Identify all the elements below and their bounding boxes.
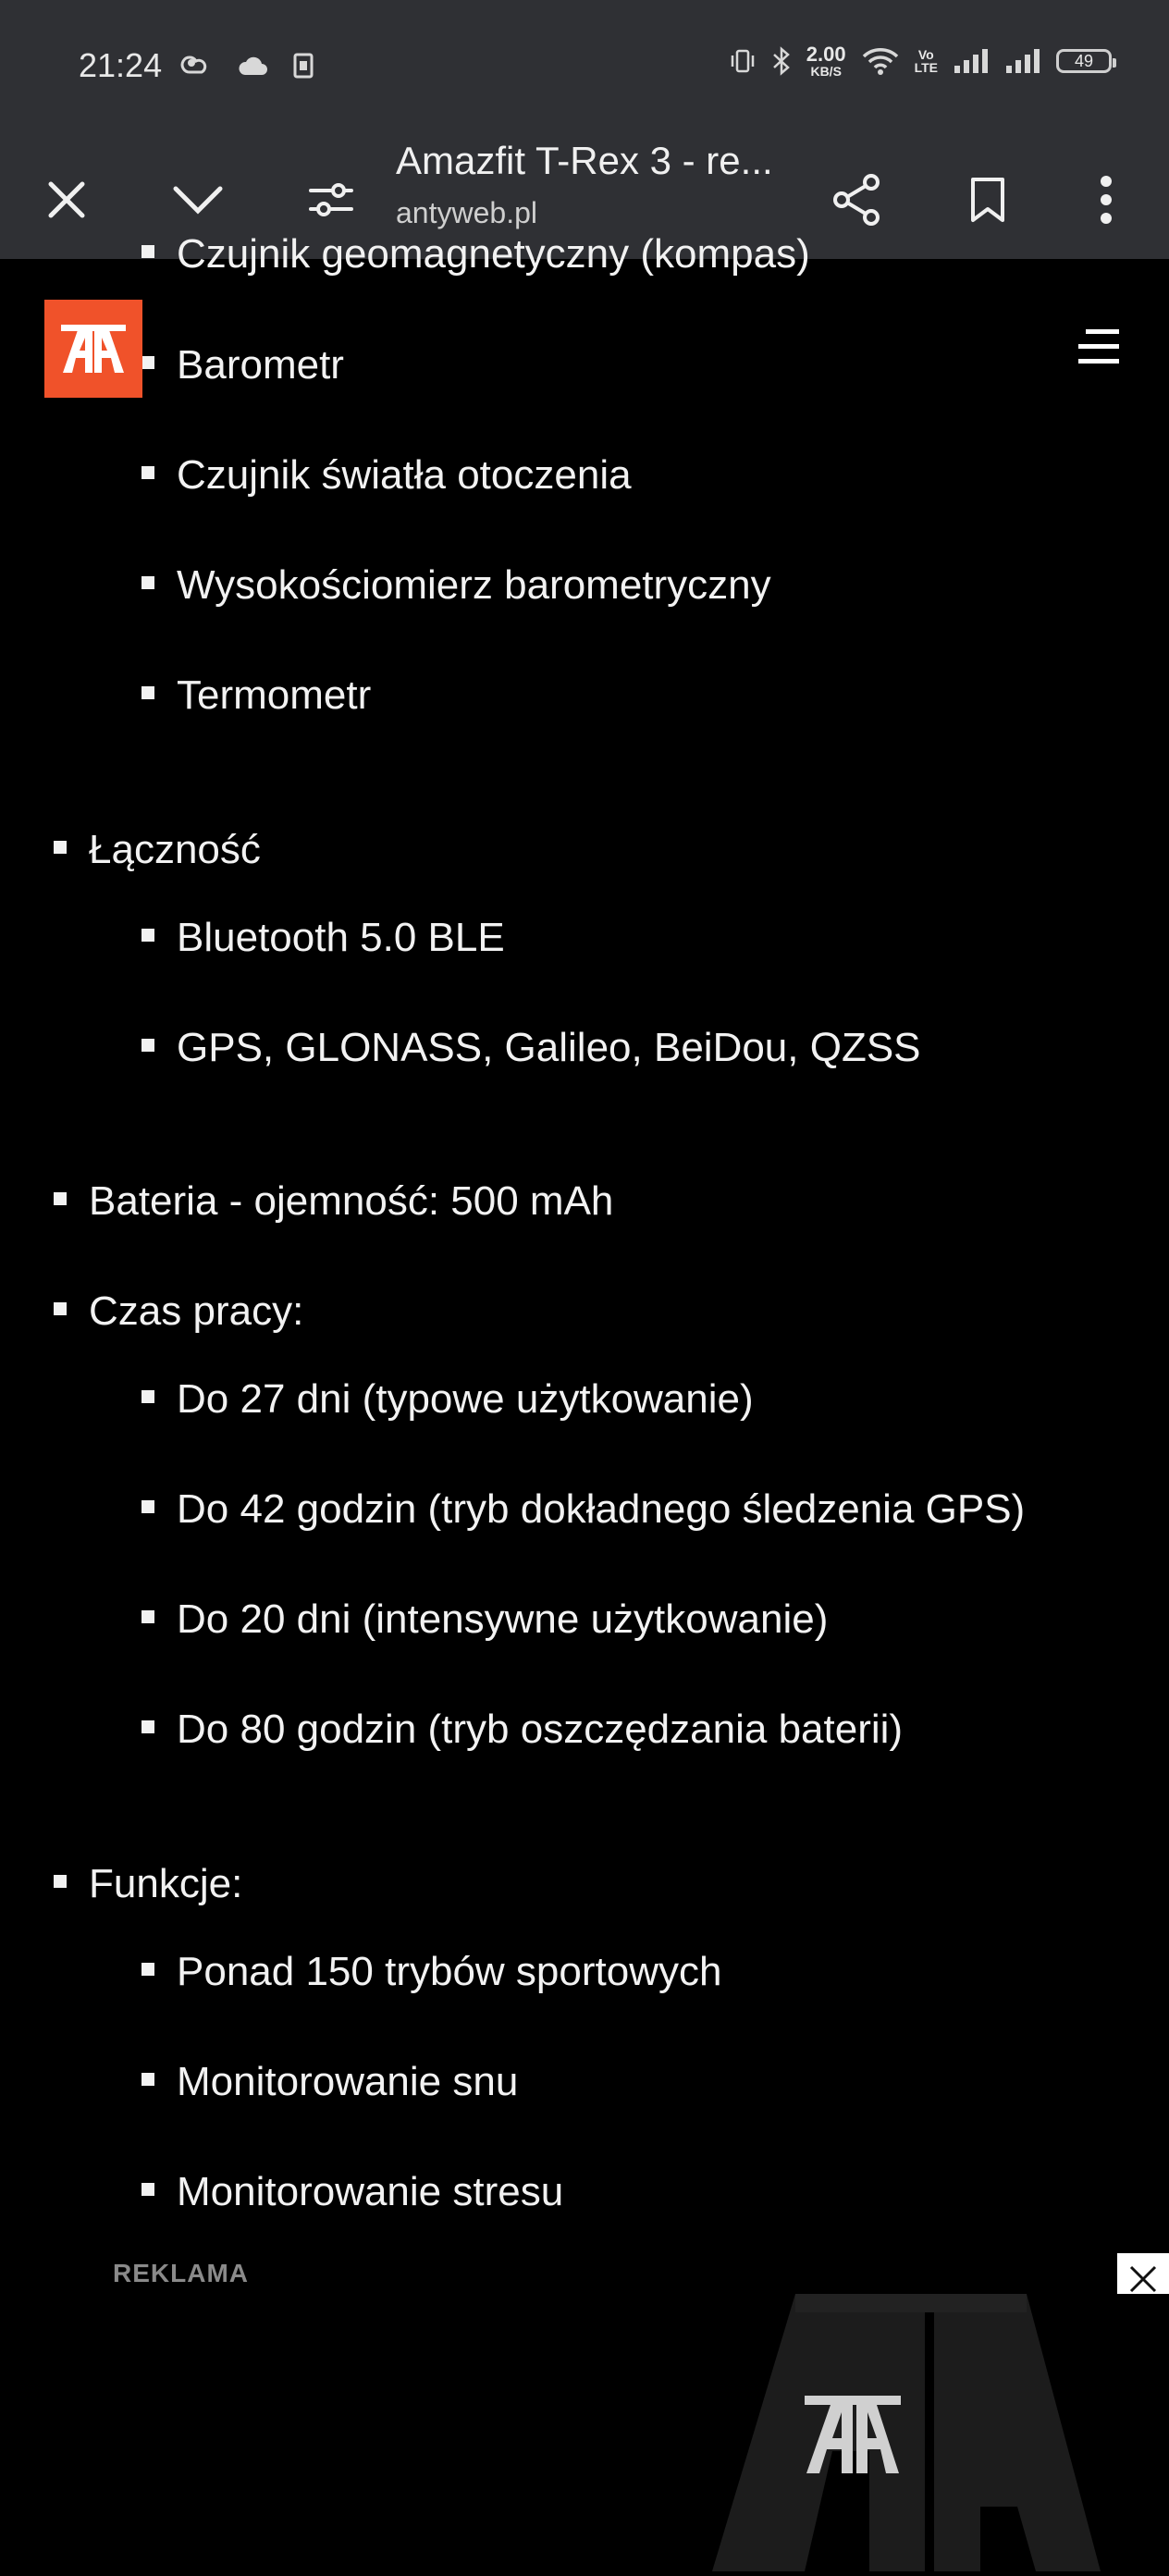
bullet xyxy=(142,2073,154,2086)
share-button[interactable] xyxy=(819,163,893,237)
site-settings-icon xyxy=(307,179,355,220)
bluetooth-icon xyxy=(771,46,792,76)
ad-logo-watermark xyxy=(0,2294,1169,2571)
list-item: Termometr xyxy=(177,672,371,719)
bullet xyxy=(142,1390,154,1403)
list-item: Bluetooth 5.0 BLE xyxy=(177,915,505,961)
list-item: Monitorowanie snu xyxy=(177,2059,518,2105)
list-item: Bateria - ojemność: 500 mAh xyxy=(89,1178,613,1225)
close-tab-button[interactable] xyxy=(30,163,104,237)
list-item: Do 42 godzin (tryb dokładnego śledzenia GPS) xyxy=(177,1486,1025,1533)
list-item: Wysokościomierz barometryczny xyxy=(177,562,771,609)
list-item: Funkcje: xyxy=(89,1861,242,1907)
bullet xyxy=(54,1875,67,1888)
bullet xyxy=(142,576,154,589)
bullet xyxy=(142,686,154,699)
net-speed: 2.00 KB/S xyxy=(806,43,846,79)
list-item: Łączność xyxy=(89,827,261,873)
vibrate-icon xyxy=(729,47,757,75)
site-logo[interactable] xyxy=(44,300,142,398)
bullet xyxy=(142,1720,154,1733)
bookmark-icon xyxy=(969,176,1006,224)
ad-label: REKLAMA xyxy=(113,2259,249,2287)
list-item: Do 20 dni (intensywne użytkowanie) xyxy=(177,1596,828,1643)
bullet xyxy=(142,245,154,258)
bullet xyxy=(54,1302,67,1315)
minimize-button[interactable] xyxy=(161,163,235,237)
page-title[interactable]: Amazfit T-Rex 3 - re... xyxy=(396,139,773,182)
more-options-button[interactable] xyxy=(1069,163,1143,237)
list-item: Do 80 godzin (tryb oszczędzania baterii) xyxy=(177,1707,903,1753)
page-url[interactable]: antyweb.pl xyxy=(396,196,537,229)
ad-banner[interactable] xyxy=(0,2294,1169,2571)
sim-icon xyxy=(293,53,314,79)
bullet xyxy=(142,2183,154,2196)
weather-icon xyxy=(180,52,214,80)
share-icon xyxy=(831,173,882,227)
list-item: Ponad 150 trybów sportowych xyxy=(177,1949,721,1995)
list-item: Monitorowanie stresu xyxy=(177,2169,563,2215)
bullet xyxy=(142,356,154,369)
more-vert-icon xyxy=(1100,175,1113,225)
wifi-icon xyxy=(861,46,900,76)
article-content xyxy=(0,231,1169,2571)
list-item: Barometr xyxy=(177,342,344,388)
bullet xyxy=(142,1039,154,1052)
bullet xyxy=(142,1963,154,1976)
volte-indicator: Vo LTE xyxy=(914,47,938,75)
antyweb-logo-icon xyxy=(55,321,131,376)
close-icon xyxy=(45,179,88,221)
status-bar xyxy=(0,0,1169,141)
site-settings-button[interactable] xyxy=(294,163,368,237)
list-item: GPS, GLONASS, Galileo, BeiDou, QZSS xyxy=(177,1025,921,1071)
bullet xyxy=(54,1192,67,1205)
menu-icon xyxy=(1073,326,1125,368)
bullet xyxy=(142,1610,154,1623)
clock: 21:24 xyxy=(79,46,163,84)
close-icon xyxy=(1127,2263,1159,2295)
battery-indicator: 49 xyxy=(1056,49,1112,73)
cloud-icon xyxy=(238,55,269,77)
hamburger-menu-button[interactable] xyxy=(1073,326,1125,368)
list-item: Czujnik światła otoczenia xyxy=(177,452,632,499)
signal-icon xyxy=(953,47,990,75)
bullet xyxy=(142,1500,154,1513)
bullet xyxy=(54,841,67,854)
bullet xyxy=(142,929,154,942)
bookmark-button[interactable] xyxy=(951,163,1025,237)
list-item: Do 27 dni (typowe użytkowanie) xyxy=(177,1376,754,1423)
chevron-down-icon xyxy=(172,183,224,216)
list-item: Czujnik geomagnetyczny (kompas) xyxy=(177,231,810,277)
bullet xyxy=(142,466,154,479)
signal-icon xyxy=(1004,47,1041,75)
list-item: Czas pracy: xyxy=(89,1288,303,1335)
